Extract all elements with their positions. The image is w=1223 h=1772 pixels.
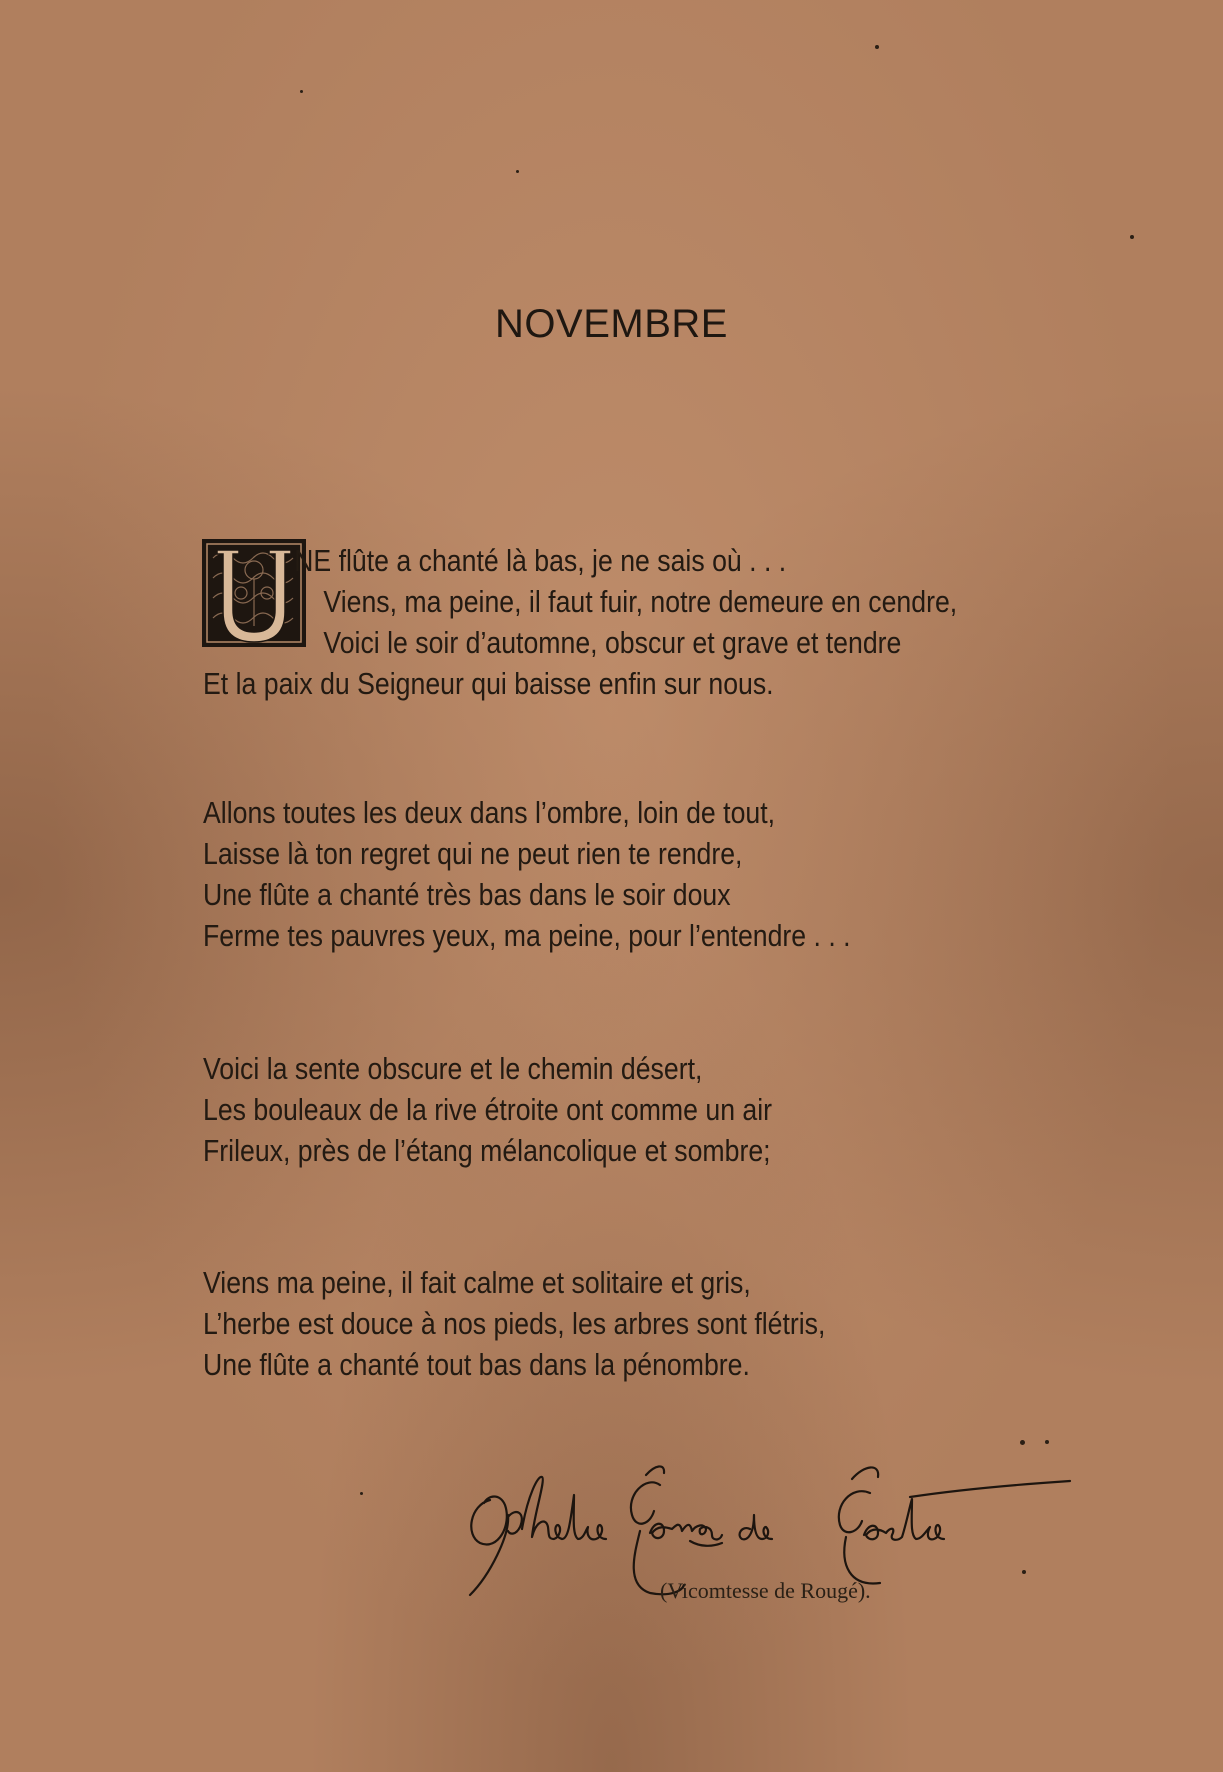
stanza-1-line-1: NE flûte a chanté là bas, je ne sais où . . .: [294, 543, 787, 578]
stanza-2: [203, 792, 956, 956]
poem-title: NOVEMBRE: [495, 302, 728, 346]
signature-title: (Vicomtesse de Rougé).: [660, 1578, 871, 1603]
stanza-2-line-1: Allons toutes les deux dans l’ombre, loin de tout,: [203, 795, 776, 830]
stanza-4: [203, 1262, 927, 1385]
paper-speck: [1045, 1440, 1049, 1444]
paper-speck: [1022, 1570, 1026, 1574]
paper-speck: [360, 1492, 363, 1495]
stanza-2-line-4: Ferme tes pauvres yeux, ma peine, pour l’entendre . . .: [203, 918, 851, 953]
paper-speck: [516, 170, 519, 173]
drop-cap-letter: U: [253, 599, 255, 601]
stanza-1-line-4: Et la paix du Seigneur qui baisse enfin sur nous.: [203, 666, 774, 701]
stanza-4-line-3: Une flûte a chanté tout bas dans la pénombre.: [203, 1347, 750, 1382]
stanza-4-line-2: L’herbe est douce à nos pieds, les arbres sont flétris,: [203, 1306, 826, 1341]
stanza-4-line-1: Viens ma peine, il fait calme et solitaire et gris,: [203, 1265, 751, 1300]
stanza-1: [203, 540, 1080, 704]
stanza-3-line-3: Frileux, près de l’étang mélancolique et sombre;: [203, 1133, 771, 1168]
stanza-3-line-2: Les bouleaux de la rive étroite ont comme un air: [203, 1092, 773, 1127]
stanza-1-line-2: Viens, ma peine, il faut fuir, notre demeure en cendre,: [323, 584, 958, 619]
stanza-2-line-2: Laisse là ton regret qui ne peut rien te rendre,: [203, 836, 743, 871]
paper-speck: [875, 45, 879, 49]
paper-speck: [1130, 235, 1134, 239]
stanza-1-line-3: Voici le soir d’automne, obscur et grave et tendre: [323, 625, 902, 660]
paper-speck: [1020, 1440, 1025, 1445]
stanza-3-line-1: Voici la sente obscure et le chemin désert,: [203, 1051, 703, 1086]
paper-speck: [300, 90, 303, 93]
stanza-3: [203, 1048, 865, 1171]
stanza-2-line-3: Une flûte a chanté très bas dans le soir doux: [203, 877, 731, 912]
